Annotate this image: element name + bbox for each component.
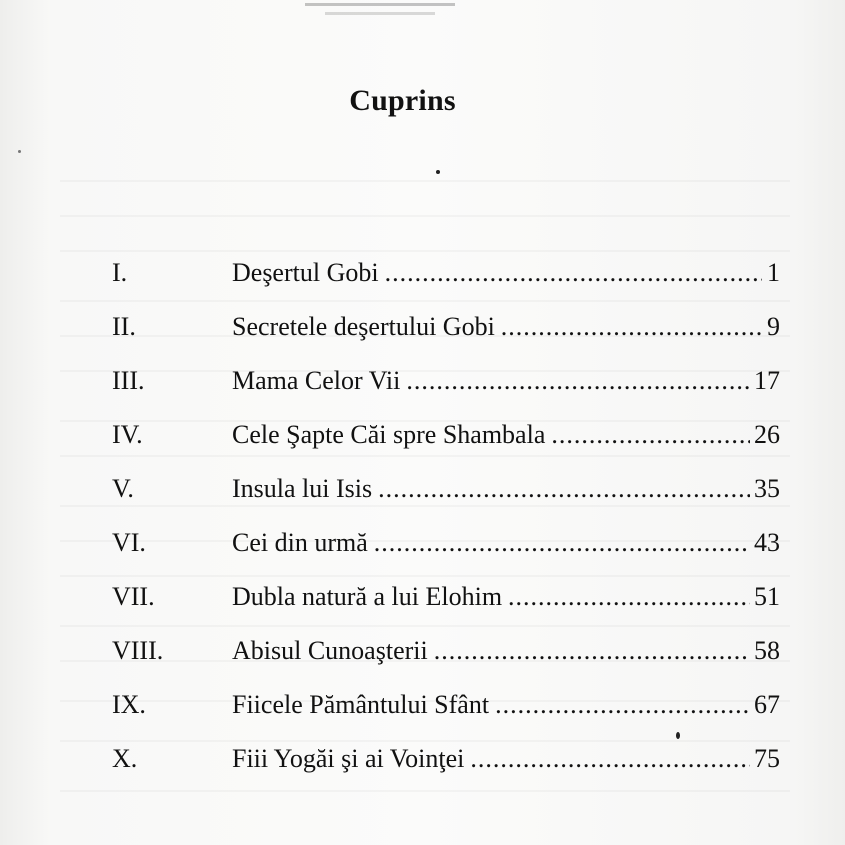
table-of-contents: [112, 258, 780, 798]
toc-page-number: 26: [754, 420, 780, 449]
toc-page-number: 17: [754, 366, 780, 395]
toc-chapter-number: III.: [112, 366, 145, 395]
toc-chapter-title: Mama Celor Vii: [232, 366, 401, 395]
toc-row: [112, 420, 780, 474]
toc-row: [112, 636, 780, 690]
toc-page-number: 1: [767, 258, 780, 287]
ink-speck: [676, 732, 680, 739]
dot-leader: [495, 690, 750, 720]
ink-speck: [436, 170, 440, 174]
toc-row: [112, 582, 780, 636]
dot-leader: [501, 312, 762, 342]
toc-page-number: 51: [754, 582, 780, 611]
toc-chapter-number: II.: [112, 312, 136, 341]
toc-chapter-number: VI.: [112, 528, 146, 557]
toc-page-number: 9: [767, 312, 780, 341]
page-title: Cuprins: [349, 84, 456, 117]
toc-page-number: 58: [754, 636, 780, 665]
toc-chapter-title: Abisul Cunoaşterii: [232, 636, 428, 665]
ink-speck: [18, 150, 21, 153]
dot-leader: [470, 744, 750, 774]
toc-row: [112, 258, 780, 312]
dot-leader: [551, 420, 750, 450]
dot-leader: [434, 636, 750, 666]
toc-chapter-title: Cei din urmă: [232, 528, 368, 557]
toc-chapter-title: Deşertul Gobi: [232, 258, 379, 287]
toc-chapter-title: Dubla natură a lui Elohim: [232, 582, 503, 611]
toc-row: [112, 744, 780, 798]
toc-page-number: 75: [754, 744, 780, 773]
toc-chapter-title: Fiii Yogăi şi ai Voinţei: [232, 744, 465, 773]
toc-chapter-number: VII.: [112, 582, 155, 611]
toc-chapter-number: IV.: [112, 420, 143, 449]
dot-leader: [406, 366, 750, 396]
toc-chapter-number: X.: [112, 744, 138, 773]
toc-page-number: 35: [754, 474, 780, 503]
toc-page-number: 43: [754, 528, 780, 557]
toc-chapter-number: I.: [112, 258, 128, 287]
toc-chapter-number: V.: [112, 474, 134, 503]
cropped-running-header: [295, 0, 465, 20]
toc-row: [112, 312, 780, 366]
toc-chapter-number: VIII.: [112, 636, 164, 665]
toc-chapter-title: Fiicele Pământului Sfânt: [232, 690, 490, 719]
toc-page-number: 67: [754, 690, 780, 719]
dot-leader: [385, 258, 762, 288]
dot-leader: [508, 582, 750, 612]
toc-chapter-number: IX.: [112, 690, 146, 719]
dot-leader: [378, 474, 750, 504]
toc-chapter-title: Secretele deşertului Gobi: [232, 312, 495, 341]
toc-chapter-title: Cele Şapte Căi spre Shambala: [232, 420, 546, 449]
toc-row: [112, 366, 780, 420]
toc-chapter-title: Insula lui Isis: [232, 474, 373, 503]
toc-row: [112, 474, 780, 528]
toc-row: [112, 528, 780, 582]
dot-leader: [374, 528, 750, 558]
